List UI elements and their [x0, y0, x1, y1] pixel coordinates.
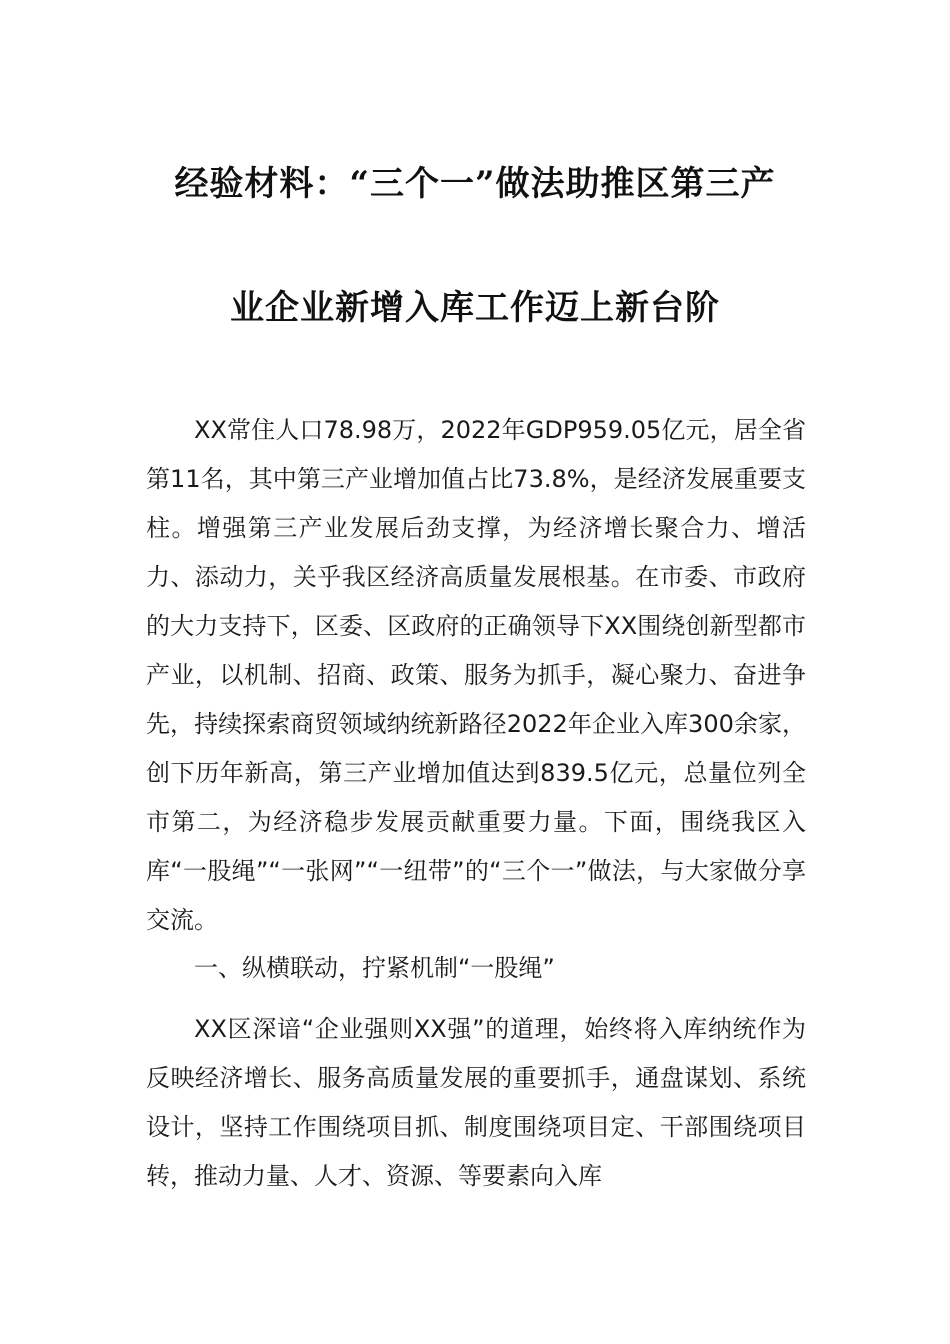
document-title-line-1: 经验材料：“三个一”做法助推区第三产: [174, 164, 776, 204]
section-heading-1: 一、纵横联动，拧紧机制“一股绳”: [194, 954, 555, 982]
document-title-line-2: 业企业新增入库工作迈上新台阶: [230, 288, 720, 328]
body-paragraph-1: XX常住人口78.98万，2022年GDP959.05亿元，居全省第11名，其中第三产业增加值占比73.8%，是经济发展重要支柱。增强第三产业发展后劲支撑，为经济增长聚合力、增活力、添动力，关乎我区经济高质量发展根基。在市委、市政府的大力支持下，区委、区政府的正确领导下XX围绕创新型都市产业，以机制、招商、政策、服务为抓手，凝心聚力、奋进争先，持续探索商贸领域纳统新路径2022年企业入库300余家，创下历年新高，第三产业增加值达到839.5亿元，总量位列全市第二，为经济稳步发展贡献重要力量。下面，围绕我区入库“一股绳”“一张网”“一纽带”的“三个一”做法，与大家做分享交流。: [146, 416, 806, 934]
body-paragraph-2: XX区深谙“企业强则XX强”的道理，始终将入库纳统作为反映经济增长、服务高质量发展的重要抓手，通盘谋划、系统设计，坚持工作围绕项目抓、制度围绕项目定、干部围绕项目转，推动力量、人才、资源、等要素向入库: [146, 1015, 806, 1190]
